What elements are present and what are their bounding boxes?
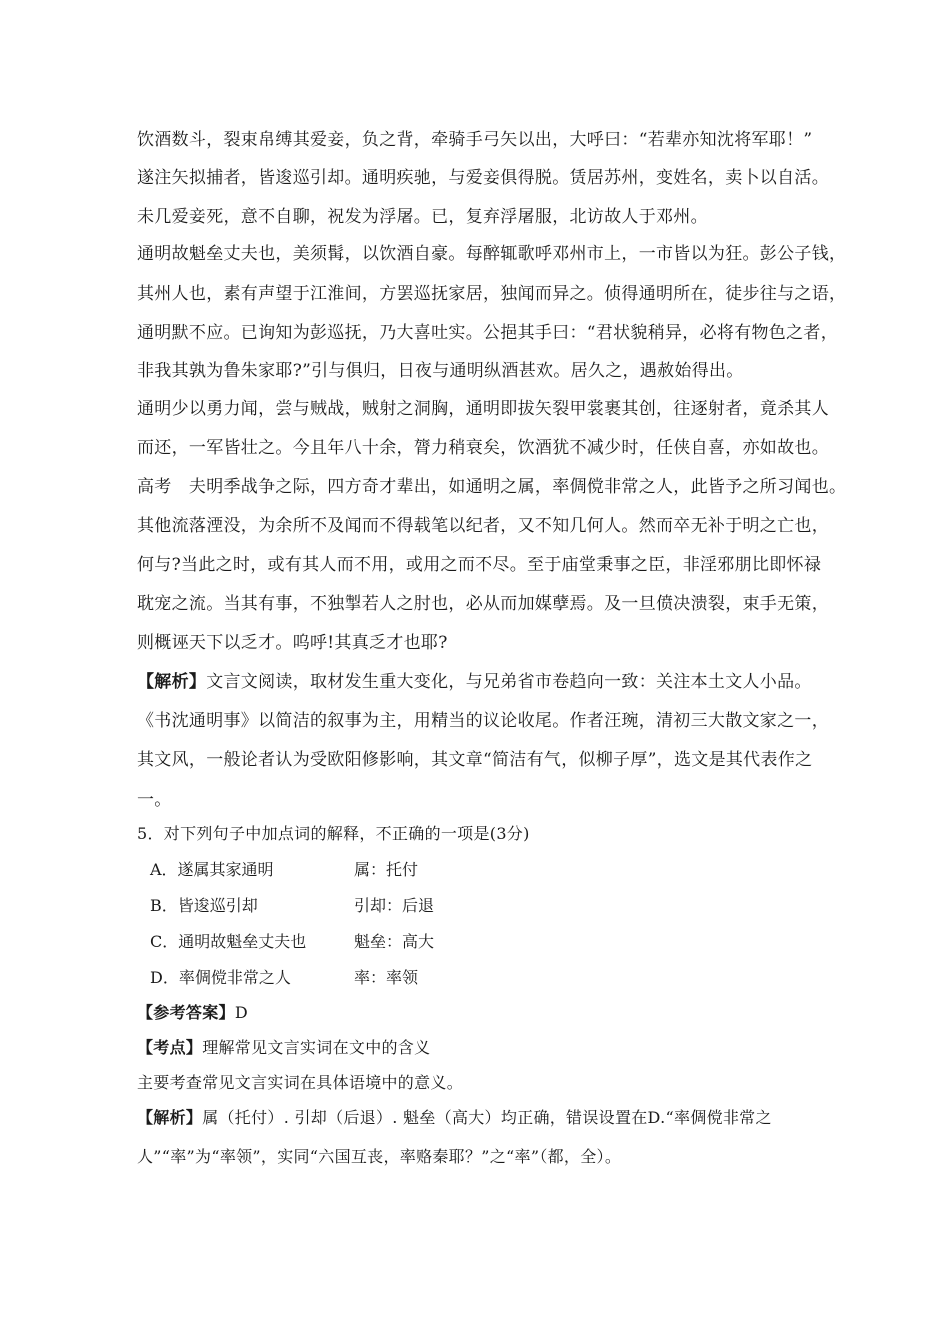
analysis-tag-2: 【解析】 bbox=[137, 1108, 203, 1127]
exam-point-text: 理解常见文言实词在文中的含义 bbox=[202, 1038, 431, 1057]
passage-line: 而还，一军皆壮之。今且年八十余，膂力稍衰矣，饮酒犹不减少时，任侠自喜，亦如故也。 bbox=[137, 438, 829, 458]
question-stem: 5．对下列句子中加点词的解释，不正确的一项是(3分) bbox=[137, 824, 530, 843]
reference-answer bbox=[137, 1002, 248, 1024]
passage-line: 则概诬天下以乏才。呜呼!其真乏才也耶? bbox=[137, 633, 448, 653]
passage-line: 非我其孰为鲁朱家耶?”引与俱归，日夜与通明纵酒甚欢。居久之，遇赦始得出。 bbox=[137, 361, 744, 381]
answer-value: D bbox=[234, 1003, 248, 1022]
passage-line: 通明少以勇力闻，尝与贼战，贼射之洞胸，通明即拔矢裂甲裳裹其创，往逐射者，竟杀其人 bbox=[137, 399, 829, 419]
option-a-sentence: A．遂属其家通明 bbox=[150, 860, 274, 879]
option-c-sentence: C．通明故魁垒丈夫也 bbox=[150, 932, 307, 951]
analysis-text: 文言文阅读，取材发生重大变化，与兄弟省市卷趋向一致：关注本土文人小品。 bbox=[206, 672, 812, 692]
exam-point-note: 主要考查常见文言实词在具体语境中的意义。 bbox=[137, 1073, 464, 1092]
analysis-paragraph-2 bbox=[137, 1107, 772, 1129]
exam-point-tag: 【考点】 bbox=[137, 1038, 203, 1057]
passage-line: 何与?当此之时，或有其人而不用，或用之而不尽。至于庙堂秉事之臣，非淫邪朋比即怀禄 bbox=[137, 555, 822, 575]
analysis-paragraph bbox=[137, 671, 812, 693]
analysis-line-2: 人”“率”为“率领”，实同“六国互丧，率赂秦耶？”之“率”（都，全）。 bbox=[137, 1147, 622, 1166]
passage-line: 其州人也，素有声望于江淮间，方罢巡抚家居，独闻而异之。侦得通明所在，徒步往与之语， bbox=[137, 284, 847, 304]
analysis-tag: 【解析】 bbox=[137, 672, 207, 692]
option-d-explanation: 率：率领 bbox=[354, 968, 419, 987]
answer-tag: 【参考答案】 bbox=[137, 1003, 235, 1022]
option-a-explanation: 属：托付 bbox=[354, 860, 419, 879]
passage-line: 其他流落湮没，为余所不及闻而不得载笔以纪者，又不知几何人。然而卒无补于明之亡也， bbox=[137, 516, 829, 536]
exam-point bbox=[137, 1037, 430, 1059]
passage-line: 未几爱妾死，意不自聊，祝发为浮屠。已，复弃浮屠服，北访故人于邓州。 bbox=[137, 207, 708, 227]
option-b-sentence: B．皆逡巡引却 bbox=[150, 896, 258, 915]
passage-line: 高考 夫明季战争之际，四方奇才辈出，如通明之属，率倜傥非常之人，此皆予之所习闻也。 bbox=[137, 477, 847, 497]
analysis-line: 其文风，一般论者认为受欧阳修影响，其文章“简洁有气，似柳子厚”，选文是其代表作之 bbox=[137, 750, 813, 770]
passage-line: 耽宠之流。当其有事，不独掣若人之肘也，必从而加媒孽焉。及一旦偾决溃裂，束手无策， bbox=[137, 594, 829, 614]
analysis-text-2: 属（托付）. 引却（后退）. 魁垒（高大）均正确，错误设置在D.“率倜傥非常之 bbox=[202, 1108, 772, 1127]
passage-line: 遂注矢拟捕者，皆逡巡引却。通明疾驰，与爱妾俱得脱。赁居苏州，变姓名，卖卜以自活。 bbox=[137, 168, 829, 188]
passage-line: 饮酒数斗，裂束帛缚其爱妾，负之背，牵骑手弓矢以出，大呼曰：“若辈亦知沈将军耶！” bbox=[137, 130, 813, 150]
option-b-explanation: 引却：后退 bbox=[354, 896, 435, 915]
option-c-explanation: 魁垒：高大 bbox=[354, 932, 435, 951]
analysis-line: 一。 bbox=[137, 790, 172, 810]
passage-line: 通明故魁垒丈夫也，美须髯，以饮酒自豪。每醉辄歌呼邓州市上，一市皆以为狂。彭公子钱， bbox=[137, 244, 847, 264]
passage-line: 通明默不应。已询知为彭巡抚，乃大喜吐实。公挹其手曰：“君状貌稍异，必将有物色之者， bbox=[137, 323, 838, 343]
option-d-sentence: D．率倜傥非常之人 bbox=[150, 968, 291, 987]
analysis-line: 《书沈通明事》以简洁的叙事为主，用精当的议论收尾。作者汪琬，清初三大散文家之一， bbox=[137, 711, 829, 731]
